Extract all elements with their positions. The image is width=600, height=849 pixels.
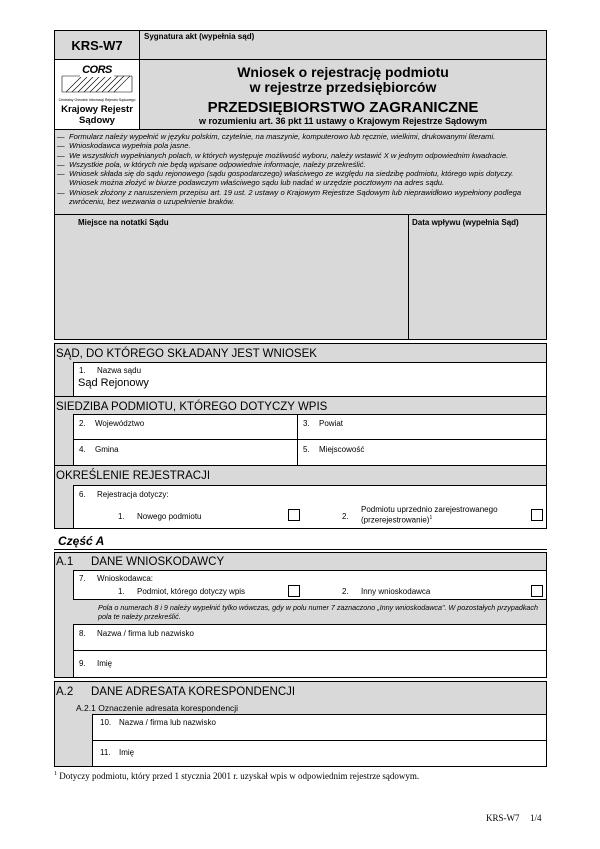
option-reregistered-label-line2: (przerejestrowanie)$^1$ [361, 515, 433, 525]
instructions-box [54, 129, 547, 215]
court-section-title: SĄD, DO KTÓREGO SKŁADANY JEST WNIOSEK [56, 348, 317, 360]
applicant-opt2-checkbox[interactable] [531, 585, 543, 597]
receipt-date-box [408, 214, 547, 340]
voivodeship-num: 2. [79, 419, 86, 428]
instruction-item: — Wszystkie pola, w których nie będą wpisane odpowiednie informacje, należy przekreślić. [57, 160, 542, 169]
section-a2-title: DANE ADRESATA KORESPONDENCJI [91, 686, 296, 698]
court-name-value: Sąd Rejonowy [78, 377, 149, 389]
commune-label: Gmina [95, 445, 119, 454]
applicant-firstname-num: 9. [79, 659, 86, 668]
court-name-num: 1. [79, 366, 86, 375]
applicant-opt2-num: 2. [342, 587, 349, 596]
option-reregistered-label-line1: Podmiotu uprzednio zarejestrowanego [361, 505, 498, 514]
seat-section-title: SIEDZIBA PODMIOTU, KTÓREGO DOTYCZY WPIS [56, 401, 328, 413]
applicant-firstname-field[interactable] [73, 650, 547, 678]
form-code: KRS-W7 [71, 38, 123, 53]
option-new-checkbox[interactable] [288, 509, 300, 521]
section-a1-title: DANE WNIOSKODAWCY [91, 556, 225, 568]
option-new-num: 1. [118, 512, 125, 521]
footnote [54, 771, 547, 781]
footnote-mark: 1 [54, 771, 57, 777]
court-notes-box [54, 214, 409, 340]
applicant-note: Pola o numerach 8 i 9 należy wypełnić tylko wówczas, gdy w polu numer 7 zaznaczono „Inny wnioskodawca". W pozostałych przypadkach pola te należy przekreślić. [98, 603, 539, 621]
section-a21-label: A.2.1 Oznaczenie adresata korespondencji [76, 703, 239, 713]
addressee-firstname-field[interactable] [92, 740, 547, 767]
registry-name: Krajowy Rejestr Sądowy [61, 104, 133, 126]
applicant-type-label: Wnioskodawca: [97, 574, 154, 583]
instruction-item: — Wniosek składa się do sądu rejonowego (sądu gospodarczego) właściwego ze względu na siedzibę podmiotu, którego wpis dotyczy. Wniosek można złożyć w biurze podawczym właściwego sądu lub nadać w urzędzie pocztowym na adres sądu. [57, 169, 542, 188]
addressee-name-num: 10. [100, 718, 112, 727]
applicant-opt2-label: Inny wnioskodawca [361, 587, 431, 596]
addressee-firstname-label: Imię [119, 748, 135, 757]
district-num: 3. [303, 419, 310, 428]
option-reregistered-num: 2. [342, 512, 349, 521]
part-a-title: Część A [58, 534, 105, 548]
applicant-type-num: 7. [79, 574, 86, 583]
locality-num: 5. [303, 445, 310, 454]
form-subtitle: PRZEDSIĘBIORSTWO ZAGRANICZNE [207, 99, 479, 116]
applicant-firstname-label: Imię [97, 659, 113, 668]
registration-type-num: 6. [79, 490, 86, 499]
page-number: 1/4 [530, 813, 542, 823]
instruction-item: — Wnioskodawca wypełnia pola jasne. [57, 141, 542, 150]
part-a-rule [54, 549, 547, 550]
footer-form-code: KRS-W7 [486, 813, 520, 823]
applicant-name-label: Nazwa / firma lub nazwisko [97, 629, 194, 638]
commune-num: 4. [79, 445, 86, 454]
applicant-name-num: 8. [79, 629, 86, 638]
registration-section-title: OKREŚLENIE REJESTRACJI [56, 470, 211, 482]
district-label: Powiat [319, 419, 344, 428]
addressee-name-label: Nazwa / firma lub nazwisko [119, 718, 216, 727]
footnote-ref: 1 [429, 515, 433, 521]
voivodeship-label: Województwo [95, 419, 145, 428]
case-signature-label: Sygnatura akt (wypełnia sąd) [144, 32, 255, 41]
applicant-opt1-label: Podmiot, którego dotyczy wpis [137, 587, 246, 596]
court-notes-label: Miejsce na notatki Sądu [78, 218, 169, 227]
applicant-opt1-num: 1. [118, 587, 125, 596]
addressee-firstname-num: 11. [100, 748, 111, 757]
form-title-line1: Wniosek o rejestrację podmiotu [237, 64, 449, 80]
registration-type-label: Rejestracja dotyczy: [97, 490, 169, 499]
locality-label: Miejscowość [319, 445, 365, 454]
cors-logo-caption: Centralny Ośrodek Informacji Rejestru Sądowego [58, 98, 136, 102]
form-title-line2: w rejestrze przedsiębiorców [249, 79, 437, 95]
instruction-item: — Formularz należy wypełnić w języku polskim, czytelnie, na maszynie, komputerowo lub ręcznie, wielkimi, drukowanymi literami. [57, 132, 542, 141]
receipt-date-label: Data wpływu (wypełnia Sąd) [412, 218, 519, 227]
option-reregistered-checkbox[interactable] [531, 509, 543, 521]
section-a1-num: A.1 [56, 556, 74, 568]
cors-logo-text: CORS [82, 64, 112, 76]
court-name-label: Nazwa sądu [97, 366, 142, 375]
footnote-text: Dotyczy podmiotu, który przed 1 stycznia 2001 r. uzyskał wpis w odpowiednim rejestrze sądowym. [59, 771, 420, 781]
instruction-item: — We wszystkich wypełnianych polach, w których występuje możliwość wyboru, należy wstawić X w jednym odpowiednim kwadracie. [57, 151, 542, 160]
form-subtitle-note: w rozumieniu art. 36 pkt 11 ustawy o Krajowym Rejestrze Sądowym [198, 116, 488, 126]
section-a2-num: A.2 [56, 686, 74, 698]
applicant-opt1-checkbox[interactable] [288, 585, 300, 597]
option-new-label: Nowego podmiotu [137, 512, 202, 521]
instruction-item: — Wniosek złożony z naruszeniem przepisu art. 19 ust. 2 ustawy o Krajowym Rejestrze Sądowym lub nieprawidłowo wypełniony podlega zwróceniu, bez wezwania o uzupełnienie braków. [57, 188, 542, 207]
